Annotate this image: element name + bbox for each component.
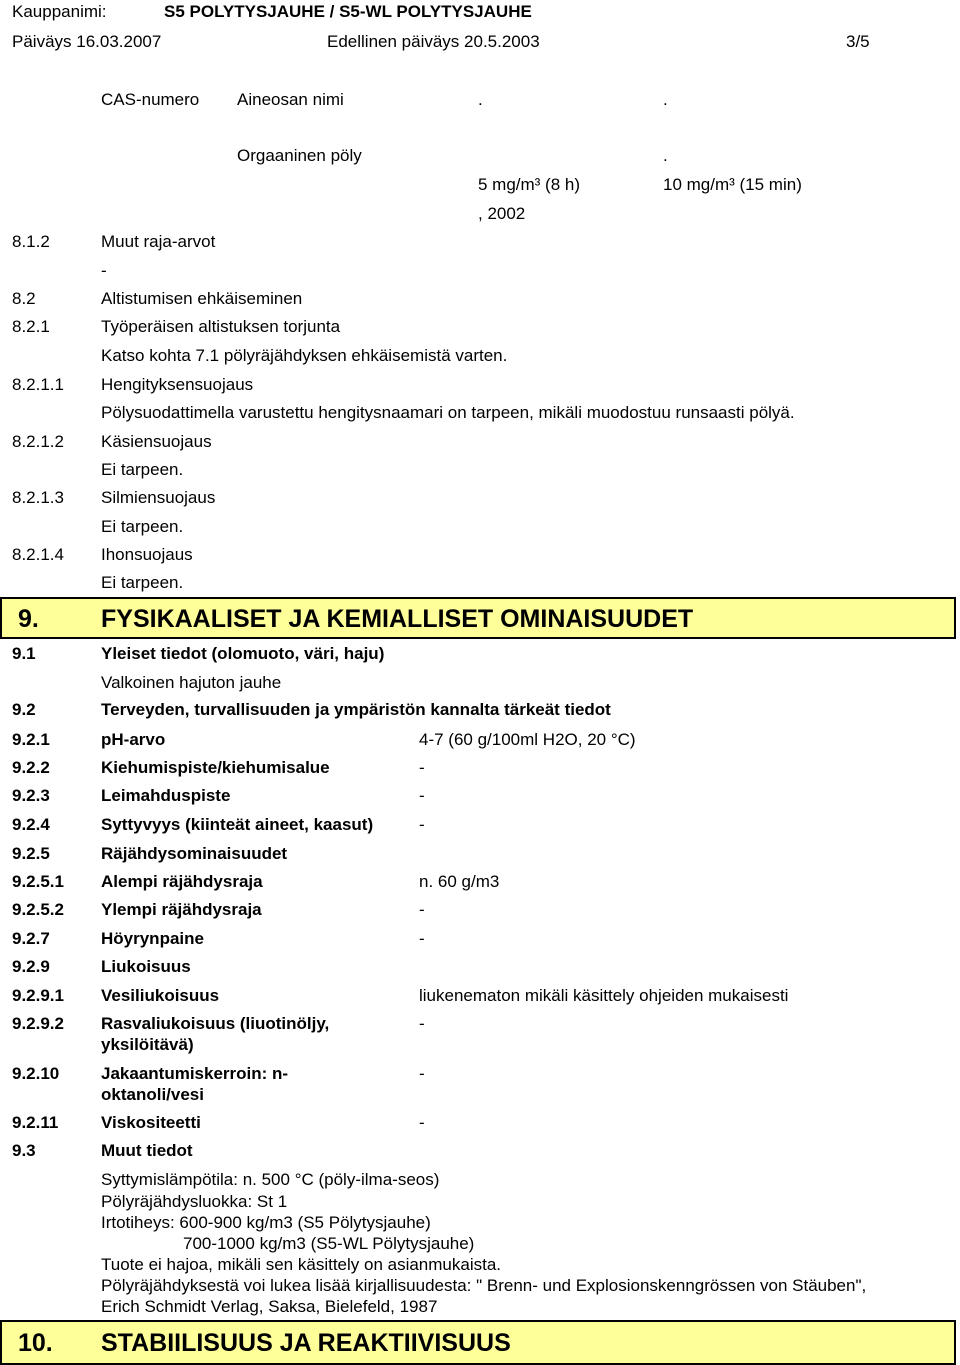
- property-value: -: [419, 929, 425, 948]
- previous-date: Edellinen päiväys 20.5.2003: [327, 32, 540, 51]
- section-body: -: [101, 261, 107, 280]
- column-cas: CAS-numero: [101, 90, 200, 109]
- section-10-number: 10.: [18, 1329, 53, 1357]
- column-dot-2: .: [663, 90, 668, 109]
- property-label: Leimahduspiste: [101, 786, 231, 805]
- property-label-cont: oktanoli/vesi: [101, 1085, 204, 1104]
- property-value: liukenematon mikäli käsittely ohjeiden mukaisesti: [419, 986, 789, 1005]
- other-info-line: Pölyräjähdysluokka: St 1: [101, 1192, 288, 1211]
- section-number: 9.2: [12, 700, 36, 719]
- property-value: -: [419, 1113, 425, 1132]
- property-number: 9.2.5.2: [12, 900, 64, 919]
- other-info-line: Erich Schmidt Verlag, Saksa, Bielefeld, 1987: [101, 1297, 438, 1316]
- column-name: Aineosan nimi: [237, 90, 344, 109]
- section-title: Terveyden, turvallisuuden ja ympäristön kannalta tärkeät tiedot: [101, 700, 611, 719]
- section-title: Käsiensuojaus: [101, 432, 212, 451]
- property-number: 9.2.11: [12, 1113, 59, 1132]
- section-body: Katso kohta 7.1 pölyräjähdyksen ehkäisemistä varten.: [101, 346, 508, 365]
- section-number: 8.2.1.1: [12, 375, 64, 394]
- property-label: Viskositeetti: [101, 1113, 201, 1132]
- section-body: Ei tarpeen.: [101, 460, 184, 479]
- section-body: Valkoinen hajuton jauhe: [101, 673, 282, 692]
- property-label: Ylempi räjähdysraja: [101, 900, 262, 919]
- property-label: Kiehumispiste/kiehumisalue: [101, 758, 330, 777]
- section-10-title: STABIILISUUS JA REAKTIIVISUUS: [101, 1329, 511, 1357]
- section-10-band: [0, 1320, 956, 1365]
- property-number: 9.2.2: [12, 758, 50, 777]
- section-number: 8.2.1.3: [12, 488, 64, 507]
- section-title: Työperäisen altistuksen torjunta: [101, 317, 341, 336]
- property-label: Vesiliukoisuus: [101, 986, 220, 1005]
- property-label: Alempi räjähdysraja: [101, 872, 263, 891]
- property-number: 9.2.9.1: [12, 986, 64, 1005]
- property-number: 9.2.7: [12, 929, 50, 948]
- company-name: S5 POLYTYSJAUHE / S5-WL POLYTYSJAUHE: [164, 2, 532, 21]
- property-label: Rasvaliukoisuus (liuotinöljy,: [101, 1014, 330, 1033]
- property-value: -: [419, 815, 425, 834]
- property-number: 9.2.4: [12, 815, 50, 834]
- other-info-line: Tuote ei hajoa, mikäli sen käsittely on asianmukaista.: [101, 1255, 502, 1274]
- property-label: Liukoisuus: [101, 957, 191, 976]
- property-number: 9.2.9.2: [12, 1014, 64, 1033]
- section-body: Pölysuodattimella varustettu hengitysnaamari on tarpeen, mikäli muodostuu runsaasti pölyä.: [101, 403, 795, 422]
- property-number: 9.2.5.1: [12, 872, 64, 891]
- section-9-band: [0, 597, 956, 639]
- limit-15min: 10 mg/m³ (15 min): [663, 175, 802, 194]
- section-title: Silmiensuojaus: [101, 488, 216, 507]
- property-label: Räjähdysominaisuudet: [101, 844, 288, 863]
- column-dot-1: .: [478, 90, 483, 109]
- property-number: 9.2.10: [12, 1064, 60, 1083]
- other-info-line: 700-1000 kg/m3 (S5-WL Pölytysjauhe): [183, 1234, 475, 1253]
- property-value: n. 60 g/m3: [419, 872, 500, 891]
- section-number: 9.3: [12, 1141, 36, 1160]
- section-title: Hengityksensuojaus: [101, 375, 254, 394]
- other-info-line: Irtotiheys: 600-900 kg/m3 (S5 Pölytysjauhe): [101, 1213, 431, 1232]
- section-number: 8.2.1.4: [12, 545, 64, 564]
- ingredient-dot: .: [663, 146, 668, 165]
- section-number: 9.1: [12, 644, 36, 663]
- property-number: 9.2.1: [12, 730, 50, 749]
- property-value: -: [419, 900, 425, 919]
- property-value: 4-7 (60 g/100ml H2O, 20 °C): [419, 730, 636, 749]
- section-title: Ihonsuojaus: [101, 545, 193, 564]
- property-value: -: [419, 786, 425, 805]
- other-info-line: Pölyräjähdyksestä voi lukea lisää kirjallisuudesta: " Brenn- und Explosionskenngrössen von Stäuben",: [101, 1276, 867, 1295]
- property-label-cont: yksilöitävä): [101, 1035, 194, 1054]
- property-value: -: [419, 1014, 425, 1033]
- property-number: 9.2.9: [12, 957, 50, 976]
- limit-year: , 2002: [478, 204, 526, 223]
- section-9-number: 9.: [18, 605, 39, 633]
- section-number: 8.1.2: [12, 232, 50, 251]
- property-value: -: [419, 1064, 425, 1083]
- section-number: 8.2: [12, 289, 36, 308]
- section-title: Altistumisen ehkäiseminen: [101, 289, 303, 308]
- property-number: 9.2.3: [12, 786, 50, 805]
- section-number: 8.2.1.2: [12, 432, 64, 451]
- section-body: Ei tarpeen.: [101, 517, 184, 536]
- ingredient-name: Orgaaninen pöly: [237, 146, 362, 165]
- company-label: Kauppanimi:: [12, 2, 107, 21]
- section-title: Yleiset tiedot (olomuoto, väri, haju): [101, 644, 385, 663]
- section-9-title: FYSIKAALISET JA KEMIALLISET OMINAISUUDET: [101, 605, 694, 633]
- property-label: pH-arvo: [101, 730, 166, 749]
- property-number: 9.2.5: [12, 844, 50, 863]
- property-label: Höyrynpaine: [101, 929, 204, 948]
- section-body: Ei tarpeen.: [101, 573, 184, 592]
- property-label: Syttyvyys (kiinteät aineet, kaasut): [101, 815, 374, 834]
- property-label: Jakaantumiskerroin: n-: [101, 1064, 289, 1083]
- other-info-line: Syttymislämpötila: n. 500 °C (pöly-ilma-seos): [101, 1170, 440, 1189]
- section-title: Muut tiedot: [101, 1141, 193, 1160]
- page-number: 3/5: [846, 32, 870, 51]
- section-title: Muut raja-arvot: [101, 232, 216, 251]
- limit-8h: 5 mg/m³ (8 h): [478, 175, 581, 194]
- section-number: 8.2.1: [12, 317, 50, 336]
- date: Päiväys 16.03.2007: [12, 32, 162, 51]
- property-value: -: [419, 758, 425, 777]
